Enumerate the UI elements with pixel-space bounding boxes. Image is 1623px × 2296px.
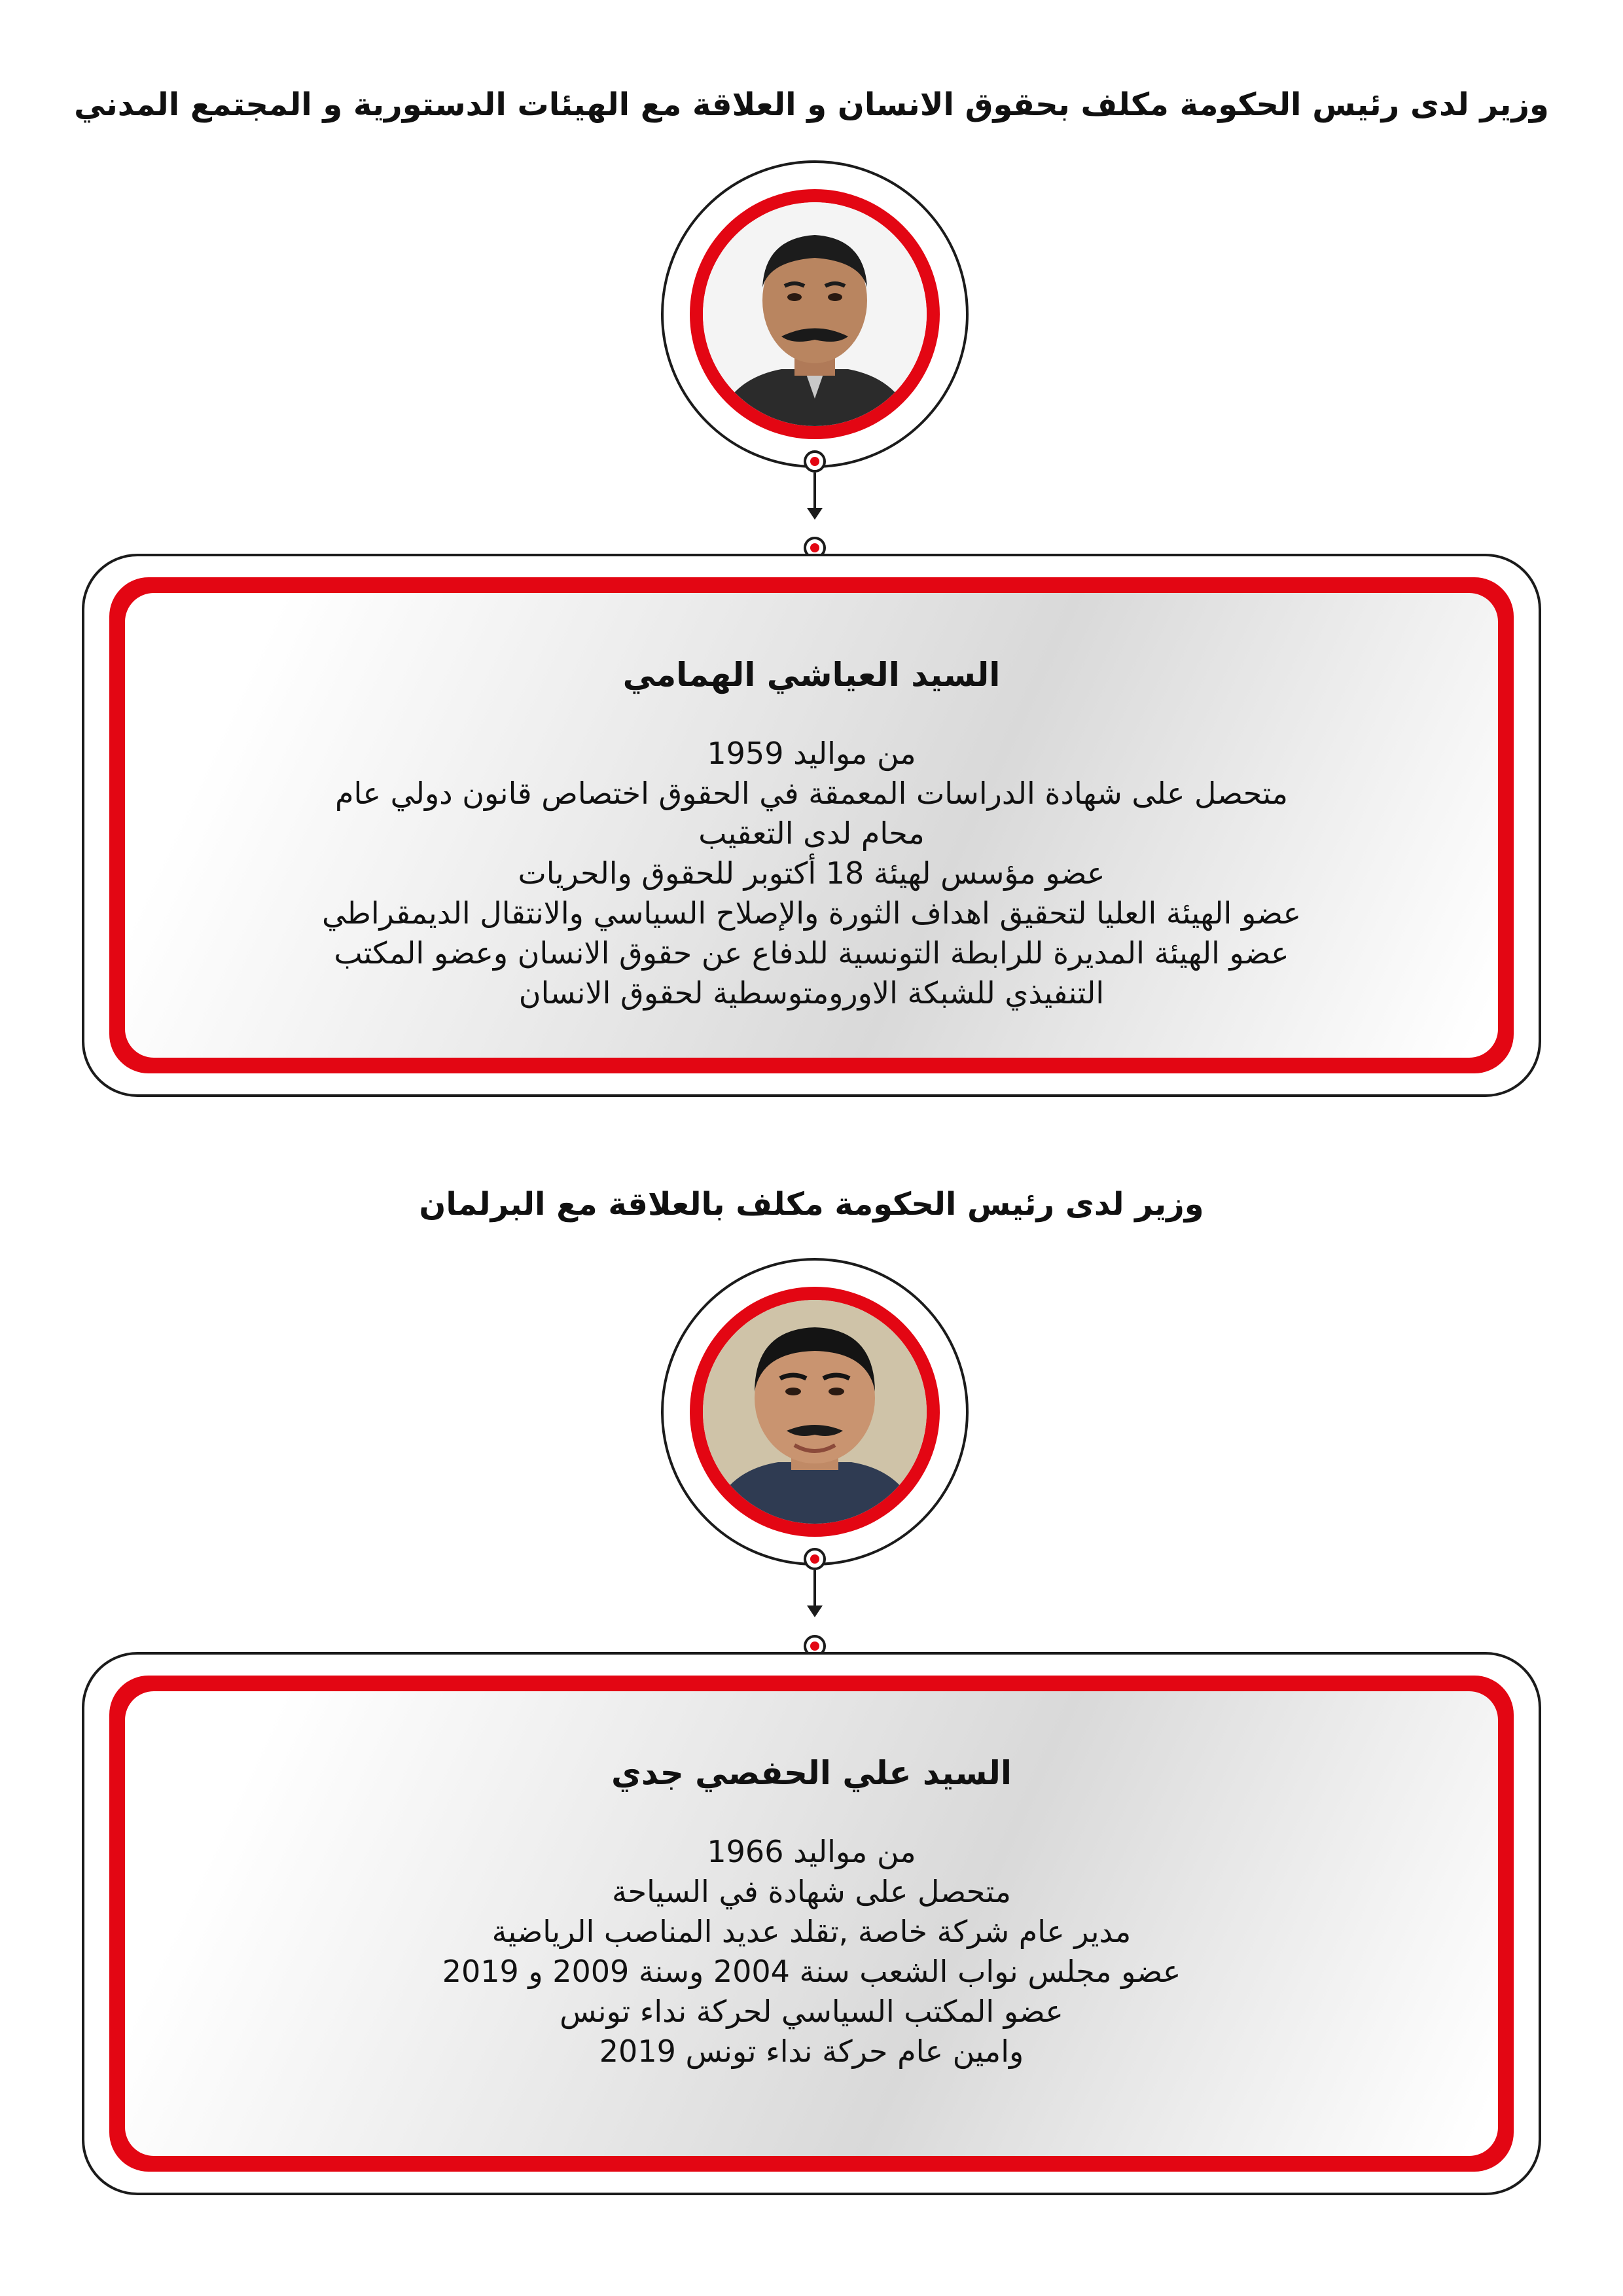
bio-card bbox=[82, 554, 1541, 1097]
bio-line: عضو الهيئة المديرة للرابطة التونسية للدفاع عن حقوق الانسان وعضو المكتب bbox=[334, 935, 1289, 971]
bio-line: مدير عام شركة خاصة ,تقلد عديد المناصب الرياضية bbox=[491, 1914, 1132, 1949]
role-title: وزير لدى رئيس الحكومة مكلف بالعلاقة مع البرلمان bbox=[419, 1186, 1204, 1223]
person-name: السيد العياشي الهمامي bbox=[622, 656, 1001, 694]
connector-arrow-icon bbox=[807, 508, 823, 520]
connector-dot bbox=[804, 450, 826, 473]
bio-line: عضو الهيئة العليا لتحقيق اهداف الثورة والإصلاح السياسي والانتقال الديمقراطي bbox=[321, 895, 1302, 931]
bio-card bbox=[82, 1652, 1541, 2195]
person-portrait-icon bbox=[703, 202, 927, 426]
person-name: السيد علي الحفصي جدي bbox=[611, 1754, 1012, 1792]
bio-line: متحصل على شهادة في السياحة bbox=[612, 1874, 1011, 1909]
connector-line bbox=[813, 1570, 816, 1607]
connector-dot bbox=[804, 1548, 826, 1570]
bio-line: عضو مؤسس لهيئة 18 أكتوبر للحقوق والحريات bbox=[518, 855, 1105, 891]
bio-line: عضو المكتب السياسي لحركة نداء تونس bbox=[560, 1994, 1063, 2029]
portrait-frame bbox=[661, 1258, 969, 1566]
bio-line: من مواليد 1959 bbox=[707, 736, 916, 771]
bio-line: من مواليد 1966 bbox=[707, 1834, 916, 1869]
bio-line: محام لدى التعقيب bbox=[698, 816, 925, 851]
connector-line bbox=[813, 473, 816, 509]
bio-list bbox=[151, 734, 1472, 1013]
connector-arrow-icon bbox=[807, 1605, 823, 1617]
bio-line: وامين عام حركة نداء تونس 2019 bbox=[599, 2034, 1024, 2069]
person-portrait-icon bbox=[703, 1300, 927, 1524]
bio-line: التنفيذي للشبكة الاورومتوسطية لحقوق الانسان bbox=[518, 975, 1105, 1011]
portrait-frame bbox=[661, 160, 969, 468]
bio-line: عضو مجلس نواب الشعب سنة 2004 وسنة 2009 و 2019 bbox=[442, 1954, 1181, 1989]
bio-list bbox=[151, 1832, 1472, 2072]
bio-line: متحصل على شهادة الدراسات المعمقة في الحقوق اختصاص قانون دولي عام bbox=[335, 776, 1288, 811]
portrait-photo bbox=[703, 202, 927, 426]
role-title: وزير لدى رئيس الحكومة مكلف بحقوق الانسان و العلاقة مع الهيئات الدستورية و المجتمع المدني bbox=[74, 86, 1549, 123]
portrait-photo bbox=[703, 1300, 927, 1524]
